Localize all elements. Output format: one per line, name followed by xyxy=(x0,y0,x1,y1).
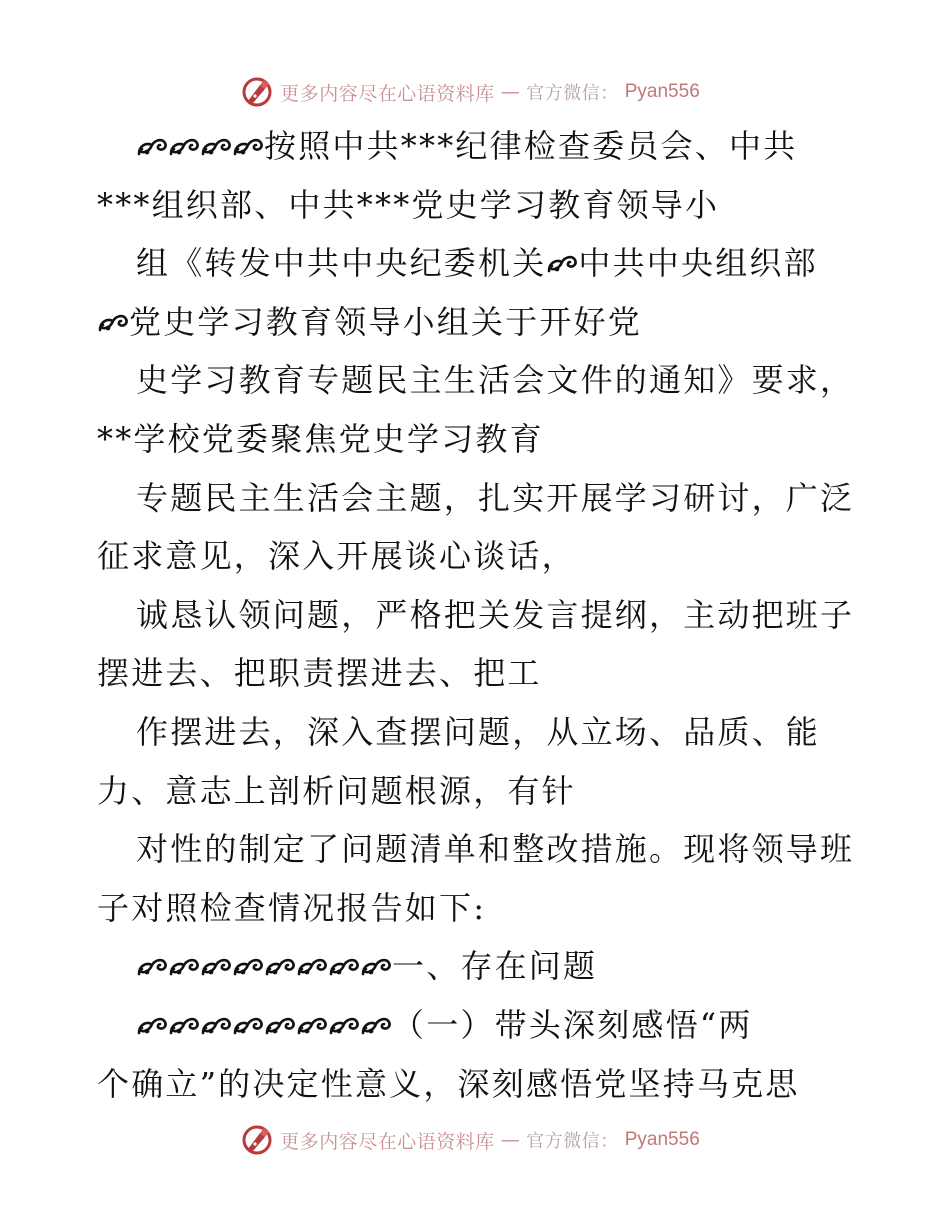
fleuron-ornament-icon xyxy=(232,946,264,986)
fleuron-ornament-icon xyxy=(328,1005,360,1045)
text-line xyxy=(136,712,820,752)
text-line xyxy=(97,419,544,459)
text-line-content: 中共中央组织部 xyxy=(578,244,818,283)
banner-wechat-label: 官方微信： xyxy=(526,83,619,104)
banner-wechat-id: Pyan556 xyxy=(624,1129,700,1150)
footer-watermark-banner xyxy=(0,1120,950,1160)
text-line xyxy=(97,771,576,811)
text-line-content: 子对照检查情况报告如下: xyxy=(97,888,487,927)
fleuron-ornament-icon xyxy=(360,1005,392,1045)
text-line xyxy=(136,126,797,166)
fleuron-ornament-icon xyxy=(232,126,264,166)
fleuron-ornament-icon xyxy=(200,946,232,986)
text-line xyxy=(136,595,854,635)
fleuron-ornament-icon xyxy=(232,1005,264,1045)
text-line-content: 作摆进去，深入查摆问题，从立场、品质、能 xyxy=(136,713,821,751)
fleuron-ornament-icon xyxy=(328,946,360,986)
banner-wechat-label: 官方微信： xyxy=(526,1131,619,1152)
text-line xyxy=(136,243,818,283)
text-line xyxy=(97,185,719,225)
fleuron-ornament-icon xyxy=(296,1005,328,1045)
text-line-content: 征求意见，深入开展谈心谈话， xyxy=(97,537,576,576)
text-line-content: 一、存在问题 xyxy=(392,947,598,986)
text-line xyxy=(136,360,854,400)
text-line-content: 组《转发中共中央纪委机关 xyxy=(136,244,547,283)
text-line xyxy=(97,1064,800,1104)
text-line-content: 摆进去、把职责摆进去、把工 xyxy=(97,654,542,693)
text-line xyxy=(97,536,576,576)
fleuron-ornament-icon xyxy=(546,243,578,283)
pen-nib-logo-icon xyxy=(240,1123,274,1157)
banner-separator: — xyxy=(500,1129,521,1151)
text-line-content: ***组织部、中共***党史学习教育领导小 xyxy=(97,185,720,224)
text-line xyxy=(97,302,642,342)
fleuron-ornament-icon xyxy=(136,1005,168,1045)
text-line-content: 诚恳认领问题，严格把关发言提纲，主动把班子 xyxy=(136,595,855,634)
banner-separator: — xyxy=(500,81,521,103)
fleuron-ornament-icon xyxy=(136,946,168,986)
text-line-content: 专题民主生活会主题，扎实开展学习研讨，广泛 xyxy=(136,478,855,517)
text-line-content: 史学习教育专题民主生活会文件的通知》要求， xyxy=(136,361,855,400)
text-line-content: 个确立”的决定性意义，深刻感悟党坚持马克思 xyxy=(97,1064,800,1103)
fleuron-ornament-icon xyxy=(168,1005,200,1045)
text-line xyxy=(136,1005,753,1045)
text-line xyxy=(136,829,854,869)
fleuron-ornament-icon xyxy=(168,946,200,986)
text-line-content: （一）带头深刻感悟“两 xyxy=(392,1006,753,1044)
fleuron-ornament-icon xyxy=(360,946,392,986)
text-line-content: 党史学习教育领导小组关于开好党 xyxy=(129,302,643,341)
text-line-content: 对性的制定了问题清单和整改措施。现将领导班 xyxy=(136,830,855,869)
text-line xyxy=(97,653,542,693)
text-line xyxy=(136,946,597,986)
fleuron-ornament-icon xyxy=(168,126,200,166)
fleuron-ornament-icon xyxy=(264,946,296,986)
fleuron-ornament-icon xyxy=(296,946,328,986)
fleuron-ornament-icon xyxy=(136,126,168,166)
banner-text: 更多内容尽在心语资料库 xyxy=(280,1130,495,1153)
text-line-content: **学校党委聚焦党史学习教育 xyxy=(97,420,544,458)
fleuron-ornament-icon xyxy=(200,1005,232,1045)
banner-wechat-id: Pyan556 xyxy=(624,81,700,102)
text-line-content: 按照中共***纪律检查委员会、中共 xyxy=(264,127,798,165)
text-line xyxy=(97,888,486,928)
fleuron-ornament-icon xyxy=(200,126,232,166)
fleuron-ornament-icon xyxy=(264,1005,296,1045)
text-line-content: 力、意志上剖析问题根源，有针 xyxy=(97,771,576,810)
fleuron-ornament-icon xyxy=(97,302,129,342)
text-line xyxy=(136,478,854,518)
banner-text: 更多内容尽在心语资料库 xyxy=(280,82,495,105)
